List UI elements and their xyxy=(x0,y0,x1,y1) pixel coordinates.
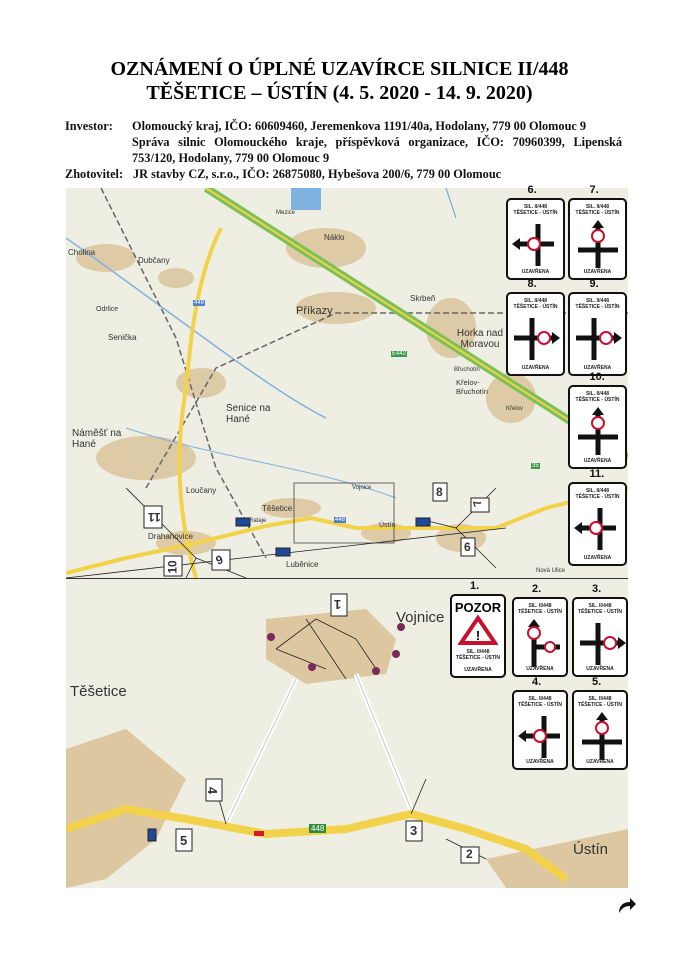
road-diagram-icon xyxy=(570,216,626,272)
sign-number: 4. xyxy=(532,676,542,688)
place-label: Vojnice xyxy=(396,609,445,626)
road-label: 449 xyxy=(194,300,205,306)
sign-number: 9. xyxy=(589,278,599,290)
place-label: Loučany xyxy=(186,486,217,495)
detour-number: 4 xyxy=(205,786,221,795)
place-label: Ústín xyxy=(573,841,609,858)
sign-header2: TĚŠETICE - ÚSTÍN xyxy=(575,397,620,403)
sign-number: 6. xyxy=(527,184,537,196)
road-diagram-icon xyxy=(574,615,630,671)
road-diagram-icon xyxy=(574,708,630,764)
detour-number: 10 xyxy=(165,560,180,574)
sign-header2: TĚŠETICE - ÚSTÍN xyxy=(575,494,620,500)
detour-sign xyxy=(512,597,568,677)
sign-number: 1. xyxy=(470,580,480,592)
sign-header2: TĚŠETICE - ÚSTÍN xyxy=(578,702,622,708)
investor-line3: 753/120, Hodolany, 779 00 Olomouc 9 xyxy=(132,151,330,165)
sign-header2: TĚŠETICE - ÚSTÍN xyxy=(456,655,500,661)
detour-number: 3 xyxy=(410,823,418,838)
place-label: Náměšť na Hané xyxy=(72,428,122,450)
sign-header2: TĚŠETICE - ÚSTÍN xyxy=(578,609,622,615)
place-label: Nová Ulice xyxy=(536,568,566,574)
sign-header: SIL. II/448 xyxy=(585,298,610,304)
detour-number: 8 xyxy=(436,485,443,499)
contractor: JR stavby CZ, s.r.o., IČO: 26875080, Hybešova 200/6, 779 00 Olomouc xyxy=(133,167,502,181)
sign-header: SIL. II/448 xyxy=(585,204,610,210)
road-label: 35 xyxy=(532,463,539,469)
sign-header: SIL. II/448 xyxy=(528,696,552,702)
sign-pozor: POZOR xyxy=(454,600,502,615)
contractor-label: Zhotovitel: xyxy=(65,167,124,181)
sign-number: 8. xyxy=(527,278,537,290)
detour-sign xyxy=(512,690,568,770)
sign-header: SIL. II/448 xyxy=(466,649,490,655)
sign-number: 10. xyxy=(589,371,605,383)
sign-footer: UZAVŘENA xyxy=(583,458,612,464)
sign-header: SIL. II/448 xyxy=(585,391,610,397)
investor-line1: Olomoucký kraj, IČO: 60609460, Jeremenkova 1191/40a, Hodolany, 779 00 Olomouc 9 xyxy=(132,119,587,133)
detour-sign xyxy=(572,597,628,677)
detour-sign xyxy=(506,292,565,376)
sign-number: 7. xyxy=(589,184,599,196)
sign-header2: TĚŠETICE - ÚSTÍN xyxy=(513,210,558,216)
detour-sign xyxy=(568,385,627,469)
road-label: E442 xyxy=(392,351,407,357)
svg-text:!: ! xyxy=(475,628,481,643)
place-label: Ústín xyxy=(379,522,396,529)
sign-header: SIL. II/448 xyxy=(588,696,612,702)
sign-footer: UZAVŘENA xyxy=(583,365,612,371)
road-diagram-icon xyxy=(514,615,570,671)
place-label: Mezice xyxy=(276,210,296,216)
detour-number: 9 xyxy=(213,552,225,568)
investor-line2: Správa silnic Olomouckého kraje, příspěvková organizace, IČO: 70960399, Lipenská xyxy=(132,135,622,149)
place-label: Těšetice xyxy=(262,504,293,513)
sign-header: SIL. II/448 xyxy=(585,488,610,494)
sign-header2: TĚŠETICE - ÚSTÍN xyxy=(575,210,620,216)
sign-header2: TĚŠETICE - ÚSTÍN xyxy=(575,304,620,310)
sign-footer: UZAVŘENA xyxy=(521,269,550,275)
sign-header: SIL. II/448 xyxy=(588,603,612,609)
share-arrow-icon[interactable] xyxy=(614,893,638,917)
warning-triangle-icon xyxy=(458,615,498,645)
sign-footer: UZAVŘENA xyxy=(526,759,554,765)
title-line1: OZNÁMENÍ O ÚPLNÉ UZAVÍRCE SILNICE II/448 xyxy=(110,58,569,80)
sign-header2: TĚŠETICE - ÚSTÍN xyxy=(518,702,562,708)
detour-sign xyxy=(568,482,627,566)
place-label: Příkazy xyxy=(296,305,333,317)
place-label: Břuchotín xyxy=(454,367,480,373)
place-label: Luběnice xyxy=(286,560,319,569)
road-label: 448 xyxy=(311,824,325,833)
place-label: Křelov xyxy=(506,406,524,412)
place-label: Senička xyxy=(108,333,137,342)
place-label: Odrlice xyxy=(96,306,119,313)
sign-footer: UZAVŘENA xyxy=(464,667,492,673)
sign-number: 2. xyxy=(532,583,542,595)
sign-number: 11. xyxy=(589,468,605,480)
place-label: Cholina xyxy=(68,248,96,257)
road-diagram-icon xyxy=(570,500,626,556)
place-label: Dubčany xyxy=(138,256,170,265)
detour-number: 1 xyxy=(334,597,342,612)
place-label: Senice na Hané xyxy=(226,403,271,425)
sign-number: 5. xyxy=(592,676,602,688)
place-label: Těšetice xyxy=(70,683,127,700)
sign-footer: UZAVŘENA xyxy=(583,555,612,561)
sign-header: SIL. II/448 xyxy=(523,204,548,210)
detour-sign xyxy=(450,594,506,678)
road-diagram-icon xyxy=(514,708,570,764)
sign-footer: UZAVŘENA xyxy=(583,269,612,275)
place-label: Drahanovice xyxy=(148,532,193,541)
sign-footer: UZAVŘENA xyxy=(526,666,554,672)
investor-label: Investor: xyxy=(65,119,113,133)
detour-sign xyxy=(568,198,627,280)
place-label: Křelov-Břuchotín xyxy=(456,378,489,396)
road-diagram-icon xyxy=(508,310,564,366)
sign-footer: UZAVŘENA xyxy=(586,759,614,765)
detour-number: 5 xyxy=(180,833,188,848)
sign-footer: UZAVŘENA xyxy=(586,666,614,672)
sign-footer: UZAVŘENA xyxy=(521,365,550,371)
sign-header2: TĚŠETICE - ÚSTÍN xyxy=(518,609,562,615)
detour-number: 6 xyxy=(464,540,471,554)
sign-number: 3. xyxy=(592,583,602,595)
title-line2: TĚŠETICE – ÚSTÍN (4. 5. 2020 - 14. 9. 2020) xyxy=(146,82,533,104)
detour-number: 7 xyxy=(471,498,485,508)
road-label: 448 xyxy=(335,517,346,523)
road-diagram-icon xyxy=(570,403,626,459)
road-diagram-icon xyxy=(508,216,564,272)
place-label: Náklo xyxy=(324,233,345,242)
detour-sign xyxy=(568,292,627,376)
road-diagram-icon xyxy=(570,310,626,366)
detour-number: 2 xyxy=(466,847,473,861)
sign-header: SIL. II/448 xyxy=(528,603,552,609)
detour-number: 11 xyxy=(148,510,161,524)
detour-sign xyxy=(572,690,628,770)
sign-header: SIL. II/448 xyxy=(523,298,548,304)
sign-header2: TĚŠETICE - ÚSTÍN xyxy=(513,304,558,310)
place-label: Rataje xyxy=(249,518,267,524)
place-label: Skrbeň xyxy=(410,294,436,303)
place-label: Horka nad Moravou xyxy=(456,328,504,350)
place-label: Vojnice xyxy=(352,485,372,491)
detour-sign xyxy=(506,198,565,280)
